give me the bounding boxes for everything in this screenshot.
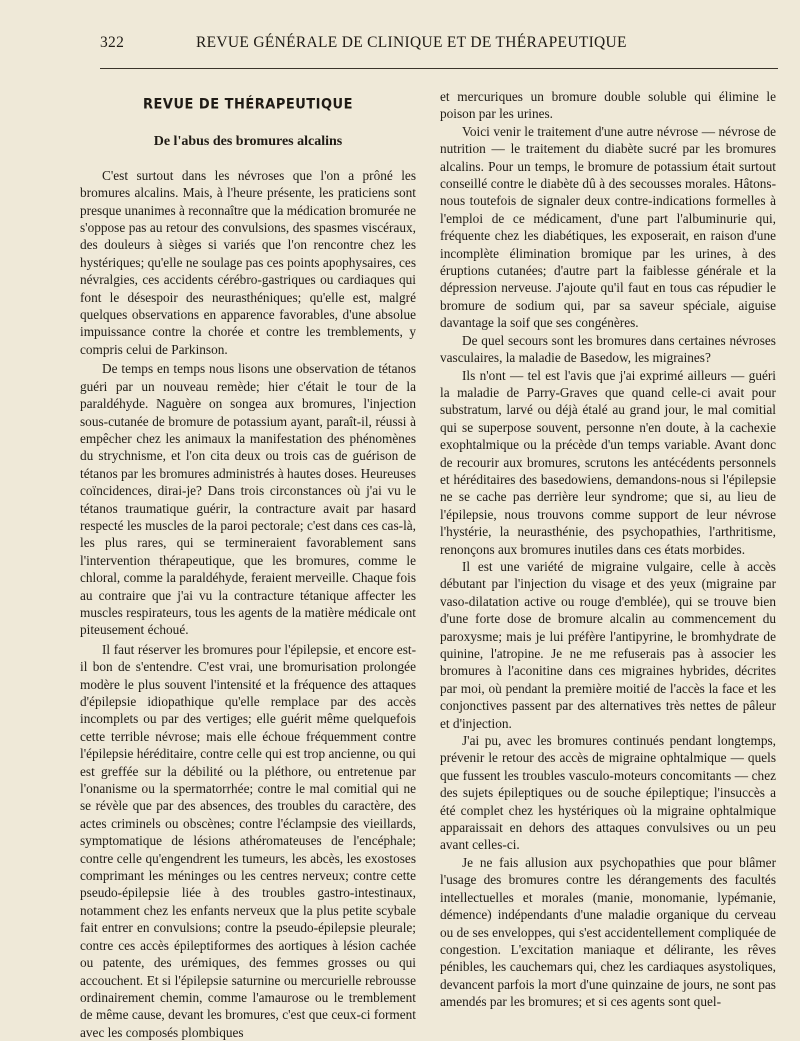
paragraph: De temps en temps nous lisons une observation de tétanos guéri par un nouveau remède; hier c'était le tour de la paraldéhyde. Naguère on songea aux bromures, l'injection sous-cutanée de bromure de potassium ayant, paraît-il, réussi à empêcher chez les animaux la manifestation des phénomènes du strychnisme, et l'on cita deux ou trois cas de guérison de tétanos par les bromures administrés à hautes doses. Heureuses coïncidences, dirai-je? Dans trois circonstances où j'ai vu le tétanos traumatique guérir, la contracture avait par hasard respecté les muscles de la paroi pectorale; c'est dans ces cas-là, les plus rares, qui se termineraient favorablement sans l'intervention thérapeutique, que les bromures, comme le chloral, comme la paraldéhyde, feraient merveille. Chaque fois au contraire que j'ai vu la contracture tétanique affecter les muscles respirateurs, tous les agents de la matière médicale ont piteusement échoué. xyxy=(80,361,416,638)
paragraph: Je ne fais allusion aux psychopathies que pour blâmer l'usage des bromures contre les dérangements des facultés intellectuelles et morales (manie, monomanie, lypémanie, démence) indépendants d'une maladie organique du cerveau ou de ses enveloppes, qui s'est accidentellement compliquée de congestion. L'excitation maniaque et délirante, les rêves pénibles, les cauchemars qui, chez les cardiaques asystoliques, devancent parfois la mort d'une quinzaine de jours, ne sont pas amendés par les bromures; et si ces agents sont quel- xyxy=(440,854,776,1010)
paragraph: et mercuriques un bromure double soluble qui élimine le poison par les urines. xyxy=(440,89,776,122)
section-title: REVUE DE THÉRAPEUTIQUE xyxy=(143,96,353,113)
article-title: De l'abus des bromures alcalins xyxy=(153,134,343,150)
paragraph: Voici venir le traitement d'une autre névrose — névrose de nutrition — le traitement du diabète sucré par les bromures alcalins. Pour un temps, le bromure de potassium était surtout conseillé contre le diabète dû à des secousses morales. Hâtons-nous toutefois de signaler deux contre-indications formelles à l'emploi de ce médicament, d'une part l'albuminurie qui, fréquente chez les diabétiques, les exposerait, en raison d'une incomplète élimination bromique par les urines, à des éruptions cutanées; d'autre part la faiblesse générale et la dépression nerveuse. J'ajoute qu'il faut en tous cas répudier le bromure de sodium qui, par sa saveur spéciale, aiguise davantage la soif que ses congénères. xyxy=(440,123,776,331)
paragraph: Il faut réserver les bromures pour l'épilepsie, et encore est-il bon de s'entendre. C'est vrai, une bromurisation prolongée modère le plus souvent l'intensité et la fréquence des attaques d'épilepsie idiopathique qu'elle remplace par des accès incomplets ou par des vertiges; elle guérit même quelquefois cette terrible névrose; mais elle échoue fréquemment contre l'épilepsie héréditaire, contre celle qui est trop ancienne, ou qui est greffée sur la débilité ou la pléthore, ou entretenue par l'onanisme ou la spermatorrhée; contre le mal comitial qui ne se révèle que par des absences, des troubles du caractère, des actes criminels ou obscènes; contre l'éclampsie des vieillards, symptomatique de lésions athéromateuses de l'encéphale; contre celle qu'engendrent les tumeurs, les abcès, les exostoses comprimant les méninges ou les centres nerveux; contre cette pseudo-épilepsie liée à des troubles gastro-intestinaux, notamment chez les enfants nerveux que la plus petite scybale fait entrer en convulsions; contre la pseudo-épilepsie pleurale; contre ces accès épileptiformes des aortiques à lésion cachée ou patente, des urémiques, des femmes grosses ou qui accouchent. Et si l'épilepsie saturnine ou mercurielle rebrousse ordinairement chemin, comme l'amaurose ou le tremblement de même cause, devant les bromures, c'est que ceux-ci forment avec les composés plombiques xyxy=(80,641,416,1040)
paragraph: Il est une variété de migraine vulgaire, celle à accès débutant par l'injection du visage et des yeux (migraine par vaso-dilatation active ou rouge d'emblée), qui se trouve bien d'une forte dose de bromure alcalin au commencement du paroxysme; mais je lui préfère l'antipyrine, le bromhydrate de quinine, l'atropine. Je ne me refuserais pas à associer les bromures à l'aconitine dans ces migraines hybrides, décrites par moi, où pendant la première moitié de l'accès la face et les conjonctives passent par des alternatives très nettes de pâleur et d'injection. xyxy=(440,558,776,731)
left-column xyxy=(80,96,416,1041)
running-head xyxy=(100,34,778,56)
paragraph: Ils n'ont — tel est l'avis que j'ai exprimé ailleurs — guéri la maladie de Parry-Graves que quand celle-ci avait pour substratum, larvé ou déjà étalé au grand jour, le mal comitial qui se superpose souvent, personne n'en doute, à la cachexie exophtalmique ou la précède d'un temps variable. Avant donc de recourir aux bromures, scrutons les antécédents personnels et héréditaires des basedowiens, demandons-nous si l'épilepsie ne se cache pas derrière leur syndrome; que si, au lieu de l'épilepsie, nous trouvons comme support de leur névrose l'hystérie, la neurasthénie, des psychopathies, l'arthritisme, renonçons aux bromures inutiles dans ces états morbides. xyxy=(440,367,776,557)
paragraph: J'ai pu, avec les bromures continués pendant longtemps, prévenir le retour des accès de migraine ophtalmique — quels que fussent les troubles vasculo-moteurs concomitants — chez des sujets épileptiques ou de souche épileptique; l'insuccès a été complet chez les hystériques où la migraine ophtalmique apparaissait en dehors des attaques convulsives ou un peu avant celles-ci. xyxy=(440,733,776,853)
right-column xyxy=(440,88,776,1011)
paragraph: De quel secours sont les bromures dans certaines névroses vasculaires, la maladie de Basedow, les migraines? xyxy=(440,332,776,366)
page-number: 322 xyxy=(100,34,125,51)
header-rule xyxy=(100,68,778,69)
journal-title: REVUE GÉNÉRALE DE CLINIQUE ET DE THÉRAPEUTIQUE xyxy=(196,34,627,51)
paragraph: C'est surtout dans les névroses que l'on a prôné les bromures alcalins. Mais, à l'heure présente, les praticiens sont presque unanimes à reconnaître que la médication bromurée ne s'oppose pas au retour des convulsions, des spasmes viscéraux, des douleurs à sièges si variés que l'on rencontre chez les hystériques; qu'elle ne soulage pas ces points apophysaires, ces névralgies, ces accidents cérébro-gastriques ou cardiaques qui font le désespoir des neurasthéniques; qu'elle est, malgré quelques observations en apparence favorables, d'une absolue impuissance contre la chorée et contre les tremblements, y compris celui de Parkinson. xyxy=(80,167,416,357)
